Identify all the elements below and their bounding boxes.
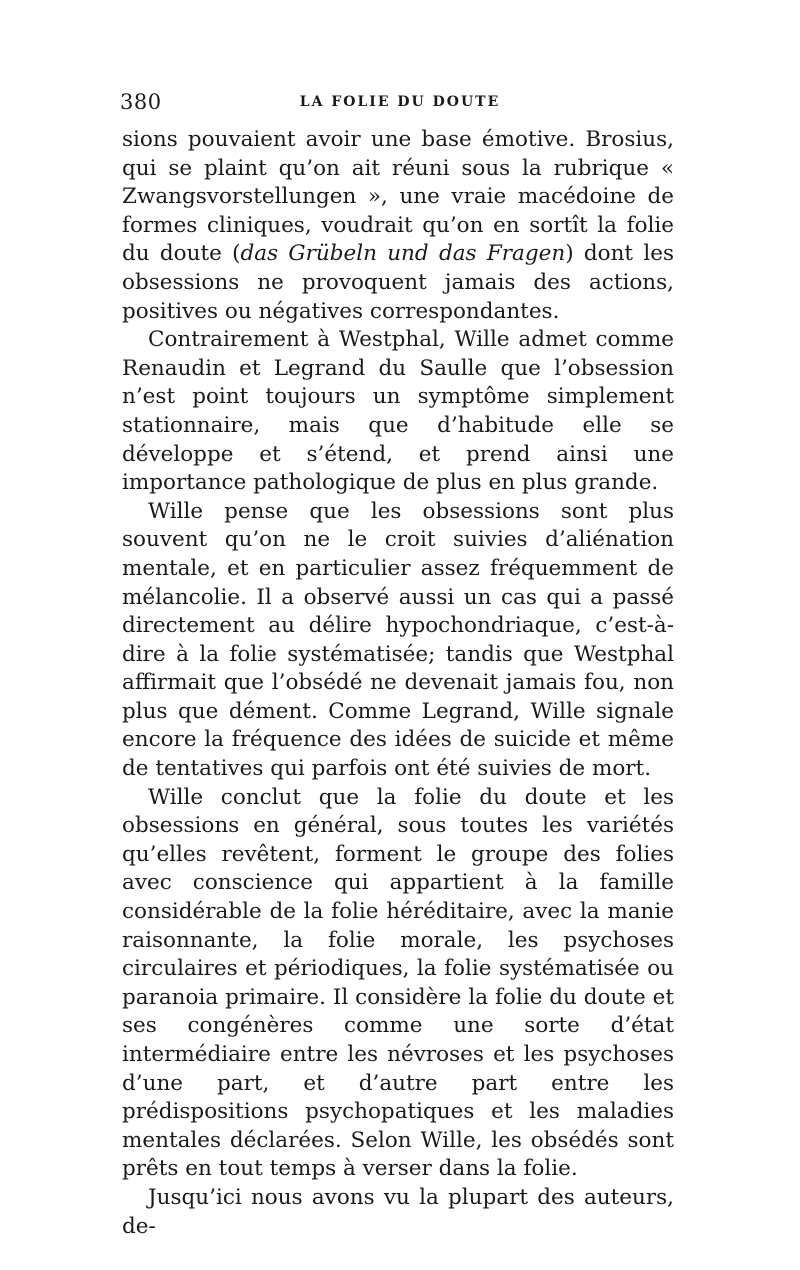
- body-text: [122, 126, 674, 1241]
- paragraph: Contrairement à Westphal, Wille admet comme Renaudin et Legrand du Saulle que l’obsession n’est point toujours un symptôme simplement stationnaire, mais que d’habitude elle se développe et s’étend, et prend ainsi une importance pathologique de plus en plus grande.: [122, 327, 674, 496]
- paragraph: Jusqu’ici nous avons vu la plupart des auteurs, de-: [122, 1184, 674, 1239]
- italic-phrase: das Grübeln und das Fragen: [240, 241, 566, 267]
- page-header: [120, 90, 680, 120]
- paragraph-text: ) dont les obsessions ne provoquent jamais des actions, positives ou négatives correspondantes.: [122, 241, 674, 324]
- paragraph: [122, 126, 674, 326]
- running-title: LA FOLIE DU DOUTE: [299, 94, 501, 110]
- page-number: 380: [120, 90, 162, 114]
- paragraph: Wille pense que les obsessions sont plus souvent qu’on ne le croit suivies d’aliénation mentale, et en particulier assez fréquemment de mélancolie. Il a observé aussi un cas qui a passé directement au délire hypochondriaque, c’est-à-dire à la folie systématisée; tandis que Westphal affirmait que l’obsédé ne devenait jamais fou, non plus que dément. Comme Legrand, Wille signale encore la fréquence des idées de suicide et même de tentatives qui parfois ont été suivies de mort.: [122, 498, 674, 782]
- paragraph: Wille conclut que la folie du doute et les obsessions en général, sous toutes les variétés qu’elles revêtent, forment le groupe des folies avec conscience qui appartient à la famille considérable de la folie héréditaire, avec la manie raisonnante, la folie morale, les psychoses circulaires et périodiques, la folie systématisée ou paranoia primaire. Il considère la folie du doute et ses congénères comme une sorte d’état intermédiaire entre les névroses et les psychoses d’une part, et d’autre part entre les prédispositions psychopatiques et les maladies mentales déclarées. Selon Wille, les obsédés sont prêts en tout temps à verser dans la folie.: [122, 784, 674, 1182]
- paragraph-text: sions pouvaient avoir une base émotive. Brosius, qui se plaint qu’on ait réuni sous la rubrique « Zwangsvorstellungen », une vraie macédoine de formes cliniques, voudrait qu’on en sortît la folie du doute (: [122, 127, 674, 267]
